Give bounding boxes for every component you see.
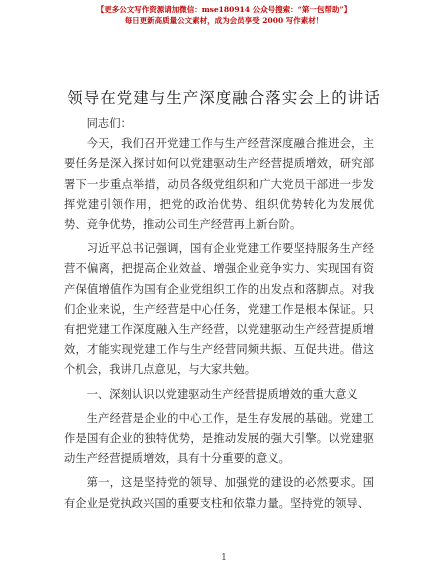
section-heading-1: 一、深刻认识以党建驱动生产经营提质增效的重大意义 [86,387,358,401]
paragraph-point-1: 第一，这是坚持党的领导、加强党的建设的必然要求。国有企业是党执政兴国的重要支柱和依靠力量。坚持党的领导、 [64,476,374,510]
page-number: 1 [221,553,227,563]
paragraph-intro: 今天，我们召开党建工作与生产经营深度融合推进会，主要任务是深入探讨如何以党建驱动生产经营提质增效，研究部署下一步重点举措，动员各级党组织和广大党员干部进一步发挥党建引领作用，把党的政治优势、组织优势转化为发展优势、竞争优势，推动公司生产经营再上新台阶。 [64,137,374,232]
salutation: 同志们： [86,117,132,130]
promo-banner-line-1: 【更多公文写作资源请加微信：mse180914 公众号搜索：“第一包帮助”】 [96,5,352,14]
document-title: 领导在党建与生产深度融合落实会上的讲话 [67,89,381,107]
paragraph-quote: 习近平总书记强调，国有企业党建工作要坚持服务生产经营不偏离，把提高企业效益、增强企业竞争实力、实现国有资产保值增值作为国有企业党组织工作的出发点和落脚点。对我们企业来说，生产经营是中心任务，党建工作是根本保证。只有把党建工作深度融入生产经营，以党建驱动生产经营提质增效，才能实现党建工作与生产经营同频共振、互促共进。借这个机会，我讲几点意见，与大家共勉。 [64,242,374,377]
promo-banner-line-2: 每日更新高质量公文素材，成为会员享受 2000 写作素材！ [124,16,324,25]
promo-banner [0,4,448,26]
paragraph-section-1: 生产经营是企业的中心工作，是生存发展的基础。党建工作是国有企业的独特优势，是推动发展的强大引擎。以党建驱动生产经营提质增效，具有十分重要的意义。 [64,411,374,466]
document-body [64,114,374,514]
